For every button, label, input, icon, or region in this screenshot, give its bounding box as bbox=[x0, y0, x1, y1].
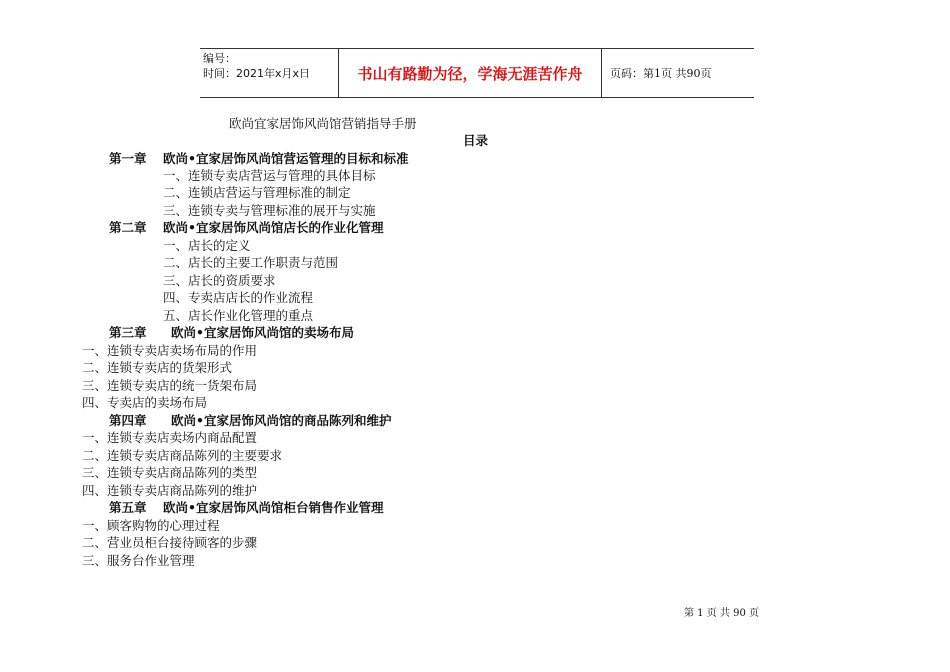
chapter-title: 欧尚•宜家居饰风尚馆的卖场布局 bbox=[171, 325, 354, 340]
chapter-title: 欧尚•宜家居饰风尚馆柜台销售作业管理 bbox=[163, 500, 384, 515]
toc-chapter-4[interactable] bbox=[109, 412, 392, 429]
header-meta-cell bbox=[200, 49, 338, 97]
chapter-number: 第二章 bbox=[109, 220, 147, 235]
page-footer: 第 1 页 共 90 页 bbox=[684, 608, 759, 619]
page-info-text: 页码：第1页 共90页 bbox=[610, 67, 712, 80]
document-title: 欧尚宜家居饰风尚馆营销指导手册 bbox=[229, 116, 417, 131]
chapter-number: 第四章 bbox=[109, 413, 147, 428]
toc-item[interactable]: 三、服务台作业管理 bbox=[82, 553, 195, 568]
toc-item[interactable]: 二、连锁店营运与管理标准的制定 bbox=[163, 185, 351, 200]
toc-chapter-5[interactable] bbox=[109, 499, 384, 516]
chapter-title: 欧尚•宜家居饰风尚馆营运管理的目标和标准 bbox=[163, 151, 409, 166]
chapter-number: 第一章 bbox=[109, 151, 147, 166]
toc-item[interactable]: 三、连锁专卖店的统一货架布局 bbox=[82, 378, 258, 393]
time-label: 时间：2021年x月x日 bbox=[203, 67, 311, 80]
toc-item[interactable]: 五、店长作业化管理的重点 bbox=[163, 308, 314, 323]
toc-item[interactable]: 一、连锁专卖店营运与管理的具体目标 bbox=[163, 168, 376, 183]
toc-item[interactable]: 二、营业员柜台接待顾客的步骤 bbox=[82, 535, 258, 550]
toc-item[interactable]: 一、连锁专卖店卖场布局的作用 bbox=[82, 343, 258, 358]
toc-item[interactable]: 四、专卖店的卖场布局 bbox=[82, 395, 208, 410]
toc-item[interactable]: 一、顾客购物的心理过程 bbox=[82, 518, 220, 533]
motto-text: 书山有路勤为径，学海无涯苦作舟 bbox=[357, 64, 583, 83]
toc-item[interactable]: 四、连锁专卖店商品陈列的维护 bbox=[82, 483, 258, 498]
toc-item[interactable]: 三、店长的资质要求 bbox=[163, 273, 276, 288]
toc-item[interactable]: 三、连锁专卖店商品陈列的类型 bbox=[82, 465, 258, 480]
toc-item[interactable]: 一、连锁专卖店卖场内商品配置 bbox=[82, 430, 258, 445]
toc-item[interactable]: 四、专卖店店长的作业流程 bbox=[163, 290, 314, 305]
toc-heading: 目录 bbox=[463, 133, 489, 148]
toc-item[interactable]: 一、店长的定义 bbox=[163, 238, 251, 253]
chapter-title: 欧尚•宜家居饰风尚馆的商品陈列和维护 bbox=[171, 413, 392, 428]
page-info-cell bbox=[602, 49, 754, 97]
toc-item[interactable]: 三、连锁专卖与管理标准的展开与实施 bbox=[163, 203, 376, 218]
motto-cell bbox=[338, 49, 602, 97]
chapter-number: 第五章 bbox=[109, 500, 147, 515]
number-label: 编号： bbox=[203, 52, 236, 65]
chapter-number: 第三章 bbox=[109, 325, 147, 340]
toc-chapter-1[interactable] bbox=[109, 150, 409, 167]
chapter-title: 欧尚•宜家居饰风尚馆店长的作业化管理 bbox=[163, 220, 384, 235]
toc-chapter-2[interactable] bbox=[109, 219, 384, 236]
toc-item[interactable]: 二、店长的主要工作职责与范围 bbox=[163, 255, 339, 270]
toc-chapter-3[interactable] bbox=[109, 324, 354, 341]
toc-item[interactable]: 二、连锁专卖店商品陈列的主要要求 bbox=[82, 448, 283, 463]
header-table bbox=[200, 48, 754, 98]
toc-item[interactable]: 二、连锁专卖店的货架形式 bbox=[82, 360, 233, 375]
